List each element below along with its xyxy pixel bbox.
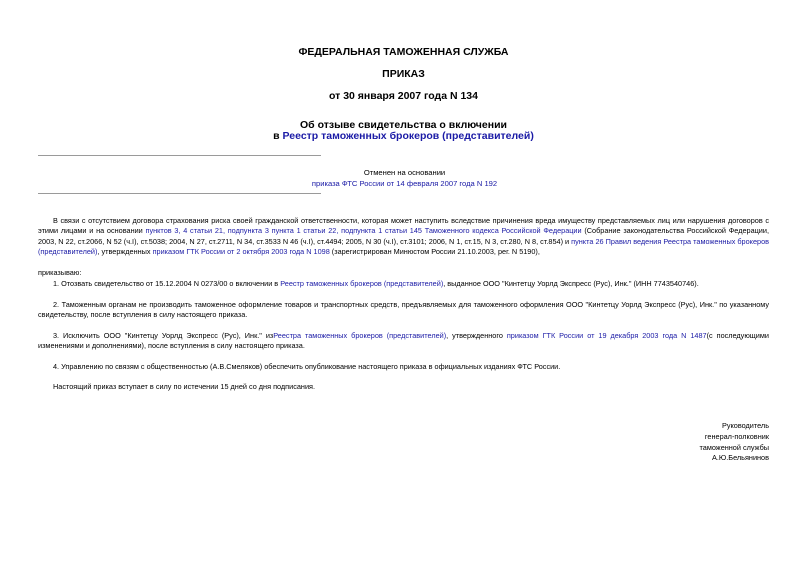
item-1 [38, 279, 769, 289]
signature-position: Руководитель [721, 421, 769, 430]
preamble-text-4: (зарегистрирован Минюстом России 21.10.2003, рег. N 5190), [329, 247, 540, 257]
signature-name: А.Ю.Бельянинов [712, 453, 769, 463]
item3-text-1: 3. Исключить ООО "Кинтетцу Уорлд Экспресс (Рус), Инк." из [53, 331, 274, 340]
item3-text-2: , утвержденного [446, 331, 507, 340]
gtk-order-1487-link[interactable]: приказом ГТК России от 19 декабря 2003 года N 1487 [506, 331, 707, 340]
customs-code-link[interactable]: пунктов 3, 4 статьи 21, подпункта 3 пункта 1 статьи 22, подпункта 1 статьи 145 Таможенного кодекса Российской Федерации [145, 226, 582, 236]
signature-rank: генерал-полковник [704, 431, 769, 441]
gtk-order-1098-link[interactable]: приказом ГТК России от 2 октября 2003 года N 1098 [152, 247, 330, 257]
agency-heading: ФЕДЕРАЛЬНАЯ ТАМОЖЕННАЯ СЛУЖБА [298, 46, 509, 58]
cancel-order-link[interactable]: приказа ФТС России от 14 февраля 2007 года N 192 [311, 179, 498, 188]
preamble-text-3: , утвержденных [97, 247, 153, 257]
effective-date-paragraph: Настоящий приказ вступает в силу по истечении 15 дней со дня подписания. [53, 382, 315, 391]
item-2: 2. Таможенным органам не производить таможенное оформление товаров и транспортных средств, предъявляемых для таможенного оформления ООО "Кинтетцу Уорлд Экспресс (Рус), Инк." по указанному свидетельству, после вступления в силу настоящего приказа. [38, 300, 769, 320]
cancel-note-line1: Отменен на основании [363, 168, 446, 177]
signature-block [700, 421, 770, 464]
registry-link-item3[interactable]: Реестра таможенных брокеров (представителей) [273, 331, 447, 340]
title-line1: Об отзыве свидетельства о включении [300, 119, 507, 131]
item-4: 4. Управлению по связям с общественностью (А.В.Смеляков) обеспечить опубликование настоящего приказа в официальных изданиях ФТС России. [53, 362, 561, 371]
preamble-text-2: (Собрание законодательства Российской Федерации, 2003, N 22, ст.2066, N 52 (ч.I), ст.5038; 2004, N 27, ст.2711, N 34, ст.3533 N 46 (ч.I), ст.4494; 2005, N 30 (ч.I), ст.3101; 2006, N 1, ст.15, N 3, ст.280, N 8, ст.854) и [38, 226, 769, 246]
registry-link-title[interactable]: Реестр таможенных брокеров (представителей) [282, 130, 534, 142]
registry-link-item1[interactable]: Реестр таможенных брокеров (представителей) [280, 279, 444, 288]
separator-top [38, 155, 321, 156]
registry-rules-link[interactable]: пункта 26 Правил ведения Реестра таможенных брокеров (представителей) [38, 236, 770, 257]
title-line2 [0, 130, 807, 142]
order-word: приказываю: [38, 268, 82, 277]
item-3 [38, 331, 769, 352]
item1-text-2: , выданное ООО "Кинтетцу Уорлд Экспресс (Рус), Инк." (ИНН 7743540746). [443, 279, 699, 288]
item3-text-3: (с последующими изменениями и дополнениями), после вступления в силу настоящего приказа. [38, 331, 769, 351]
preamble-paragraph [38, 216, 769, 258]
preamble-text-1: В связи с отсутствием договора страхования риска своей гражданской ответственности, которая может наступить вследствие причинения вреда имуществу представляемых лиц или нарушения договоров с этими лицами и на основании [38, 216, 769, 236]
title-prefix: в [273, 130, 283, 142]
signature-service: таможенной службы [699, 442, 769, 452]
item1-text-1: 1. Отозвать свидетельство от 15.12.2004 N 0273/00 о включении в [53, 279, 281, 288]
separator-bottom [38, 193, 321, 194]
doc-type-heading: ПРИКАЗ [382, 68, 425, 80]
date-number-heading: от 30 января 2007 года N 134 [329, 90, 478, 102]
